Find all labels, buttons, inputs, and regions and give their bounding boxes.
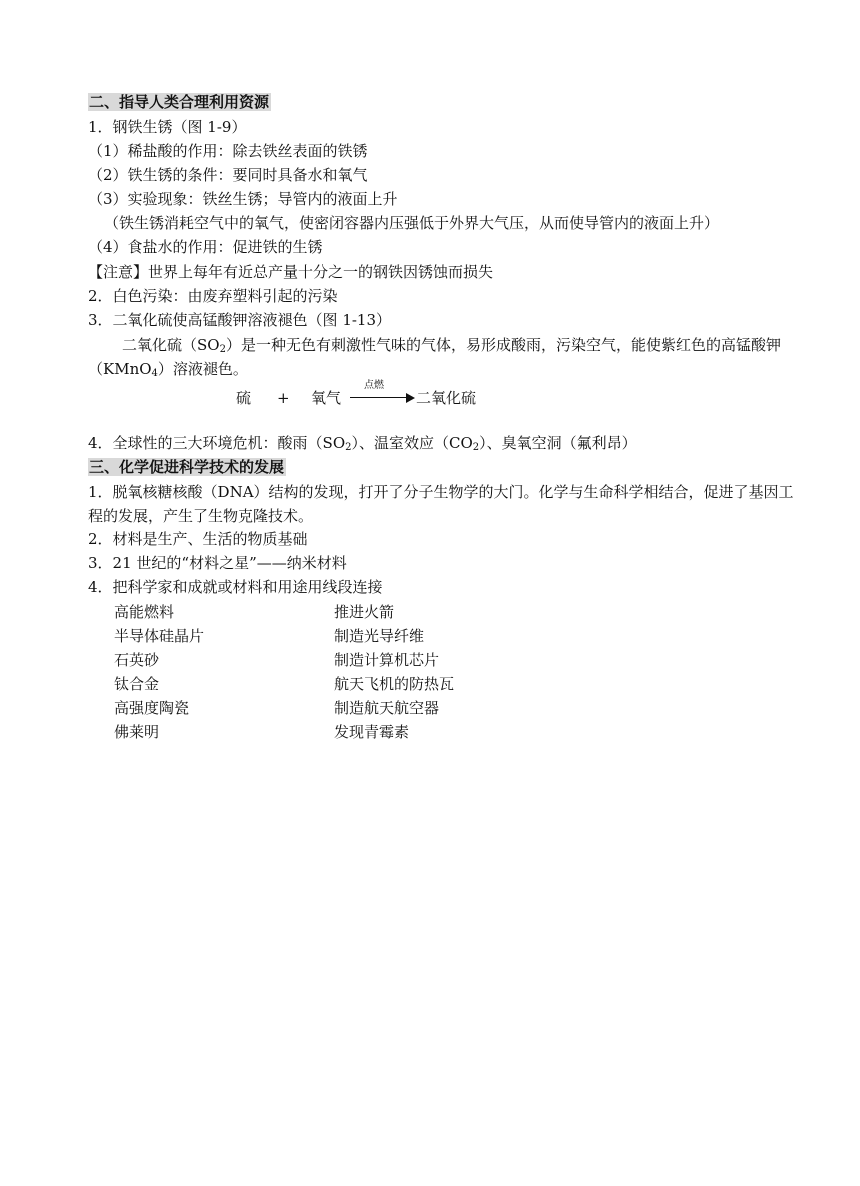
s2-note: 【注意】世界上每年有近总产量十分之一的钢铁因锈蚀而损失 — [88, 263, 494, 281]
section2-heading — [88, 92, 271, 114]
so2-para-sub-a: 2 — [219, 344, 226, 355]
s2-item4 — [88, 433, 637, 455]
item4-sub2: 2 — [472, 442, 480, 453]
section3-title: 三、化学促进科学技术的发展 — [89, 458, 285, 476]
match-right-3: 制造计算机芯片 — [334, 651, 440, 669]
reaction-condition: 点燃 — [364, 380, 384, 391]
match-right-2: 制造光导纤维 — [334, 627, 425, 645]
reaction-arrow-line — [350, 397, 408, 398]
product-so2: 二氧化硫 — [416, 389, 477, 407]
match-right-1: 推进火箭 — [334, 603, 395, 621]
so2-para-a: 二氧化硫（SO — [122, 336, 220, 354]
s2-sub2: （2）铁生锈的条件：要同时具备水和氧气 — [88, 166, 368, 184]
so2-para-b: ）是一种无色有刺激性气味的气体，易形成酸雨，污染空气，能使紫红色的高锰酸钾（KMnO — [88, 336, 781, 378]
item4-b: ）、温室效应（CO — [351, 434, 473, 452]
s3-item4: 4．把科学家和成就或材料和用途用线段连接 — [88, 578, 383, 596]
reactant-sulfur: 硫 — [236, 389, 252, 407]
s2-item3: 3．二氧化硫使高锰酸钾溶液褪色（图 1-13） — [88, 311, 392, 329]
section3-heading — [88, 457, 286, 479]
s2-sub1: （1）稀盐酸的作用：除去铁丝表面的铁锈 — [88, 142, 368, 160]
match-left-1: 高能燃料 — [114, 603, 175, 621]
s2-sub3: （3）实验现象：铁丝生锈；导管内的液面上升 — [88, 190, 398, 208]
match-right-6: 发现青霉素 — [334, 723, 410, 741]
reactant-oxygen: 氧气 — [311, 389, 342, 407]
plus-sign: + — [277, 389, 290, 407]
s3-item2: 2．材料是生产、生活的物质基础 — [88, 530, 308, 548]
match-right-4: 航天飞机的防热瓦 — [334, 675, 455, 693]
section2-title: 二、指导人类合理利用资源 — [89, 93, 270, 111]
item4-c: ）、臭氧空洞（氟利昂） — [479, 434, 637, 452]
s2-sub4: （4）食盐水的作用：促进铁的生锈 — [88, 238, 323, 256]
reaction-arrow-icon — [406, 393, 415, 403]
s3-item3: 3．21 世纪的“材料之星”——纳米材料 — [88, 554, 347, 572]
so2-para-sub-b: 4 — [151, 368, 158, 379]
item4-sub1: 2 — [345, 442, 352, 453]
so2-para-c: ）溶液褪色。 — [157, 360, 248, 378]
match-left-6: 佛莱明 — [114, 723, 160, 741]
match-left-2: 半导体硅晶片 — [114, 627, 205, 645]
match-left-5: 高强度陶瓷 — [114, 699, 190, 717]
item4-a: 4．全球性的三大环境危机：酸雨（SO — [88, 434, 346, 452]
match-right-5: 制造航天航空器 — [334, 699, 440, 717]
reaction-equation — [0, 380, 860, 410]
match-left-4: 钛合金 — [114, 675, 160, 693]
s2-item1: 1．钢铁生锈（图 1-9） — [88, 118, 247, 136]
s2-item2: 2．白色污染：由废弃塑料引起的污染 — [88, 287, 338, 305]
s3-item1: 1．脱氧核糖核酸（DNA）结构的发现，打开了分子生物学的大门。化学与生命科学相结合，促进了基因工程的发展，产生了生物克隆技术。 — [88, 483, 794, 525]
so2-paragraph — [88, 333, 794, 381]
s2-sub3-note: （铁生锈消耗空气中的氧气，使密闭容器内压强低于外界大气压，从而使导管内的液面上升） — [104, 214, 720, 232]
match-left-3: 石英砂 — [114, 651, 160, 669]
